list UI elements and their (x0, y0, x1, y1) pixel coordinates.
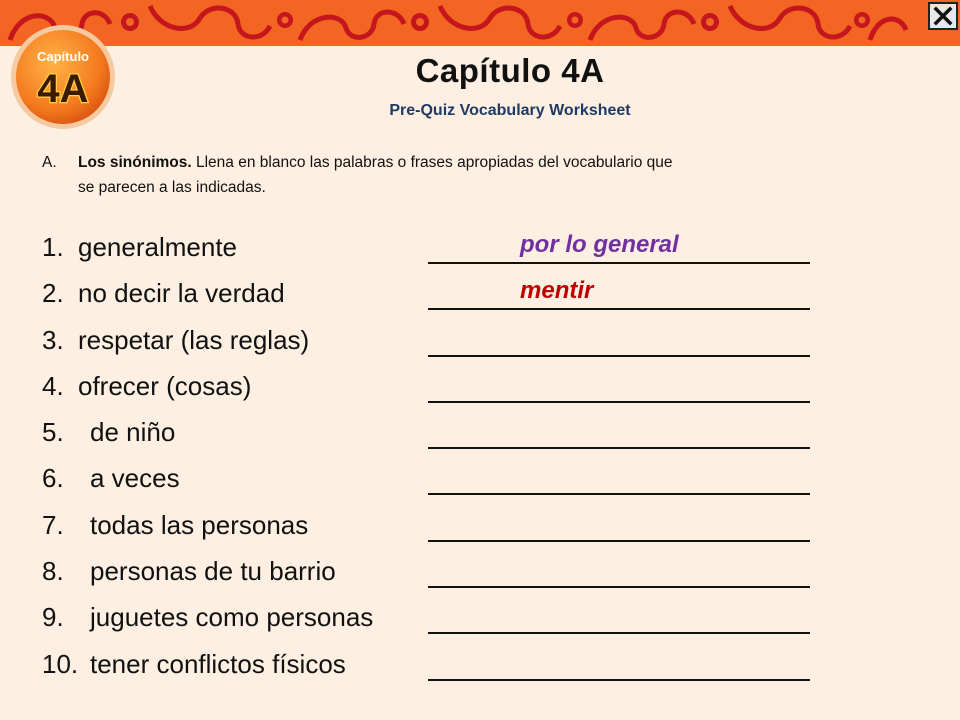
page-subtitle: Pre-Quiz Vocabulary Worksheet (389, 102, 631, 119)
answer-text: por lo general (520, 231, 679, 258)
item-number: 2. (42, 278, 64, 309)
section-heading: Los sinónimos. (78, 154, 192, 171)
item-number: 8. (42, 556, 64, 587)
page-title: Capítulo 4A (415, 52, 605, 89)
close-button[interactable] (928, 2, 958, 30)
item-number: 4. (42, 370, 64, 401)
answer-blank[interactable] (428, 598, 810, 634)
vocab-item (42, 552, 862, 598)
badge-big-text: 4A (37, 67, 89, 111)
item-number: 1. (42, 232, 64, 262)
decorative-banner (0, 0, 960, 46)
answer-blank[interactable] (428, 506, 810, 542)
answer-blank[interactable] (428, 367, 810, 403)
close-icon (933, 6, 953, 26)
badge-small-text: Capítulo (37, 49, 89, 64)
vocab-item (42, 413, 862, 459)
item-term: no decir la verdad (78, 278, 285, 309)
item-number: 6. (42, 463, 64, 494)
instructions-line-2: se parecen a las indicadas. (78, 179, 266, 196)
item-term: a veces (90, 463, 180, 494)
banner-pattern (0, 0, 960, 46)
section-marker: A. (42, 154, 57, 171)
item-number: 5. (42, 417, 64, 448)
vocab-item (42, 506, 862, 552)
item-number: 9. (42, 602, 64, 633)
instructions-line-1: Llena en blanco las palabras o frases apropiadas del vocabulario que (191, 154, 673, 171)
instructions (42, 150, 902, 200)
item-term: respetar (las reglas) (78, 324, 310, 355)
item-number: 3. (42, 324, 64, 355)
answer-blank[interactable] (428, 274, 810, 310)
item-term: personas de tu barrio (90, 556, 336, 587)
item-term: juguetes como personas (90, 602, 374, 633)
answer-blank[interactable] (428, 321, 810, 357)
item-number: 7. (42, 509, 64, 540)
item-term: tener conflictos físicos (90, 648, 346, 679)
vocab-item (42, 274, 862, 320)
answer-blank[interactable] (428, 228, 810, 264)
answer-blank[interactable] (428, 413, 810, 449)
item-term: ofrecer (cosas) (78, 370, 252, 401)
answer-text: mentir (520, 277, 594, 305)
vocab-item (42, 598, 862, 644)
answer-blank[interactable] (428, 552, 810, 588)
vocab-item (42, 228, 862, 274)
answer-blank[interactable] (428, 459, 810, 495)
item-number: 10. (42, 648, 79, 679)
item-term: generalmente (78, 232, 237, 262)
vocab-item (42, 645, 862, 691)
item-term: todas las personas (90, 509, 309, 540)
vocabulary-list (42, 228, 862, 691)
vocab-item (42, 367, 862, 413)
vocab-item (42, 321, 862, 367)
answer-blank[interactable] (428, 645, 810, 681)
vocab-item (42, 459, 862, 505)
item-term: de niño (90, 417, 176, 448)
